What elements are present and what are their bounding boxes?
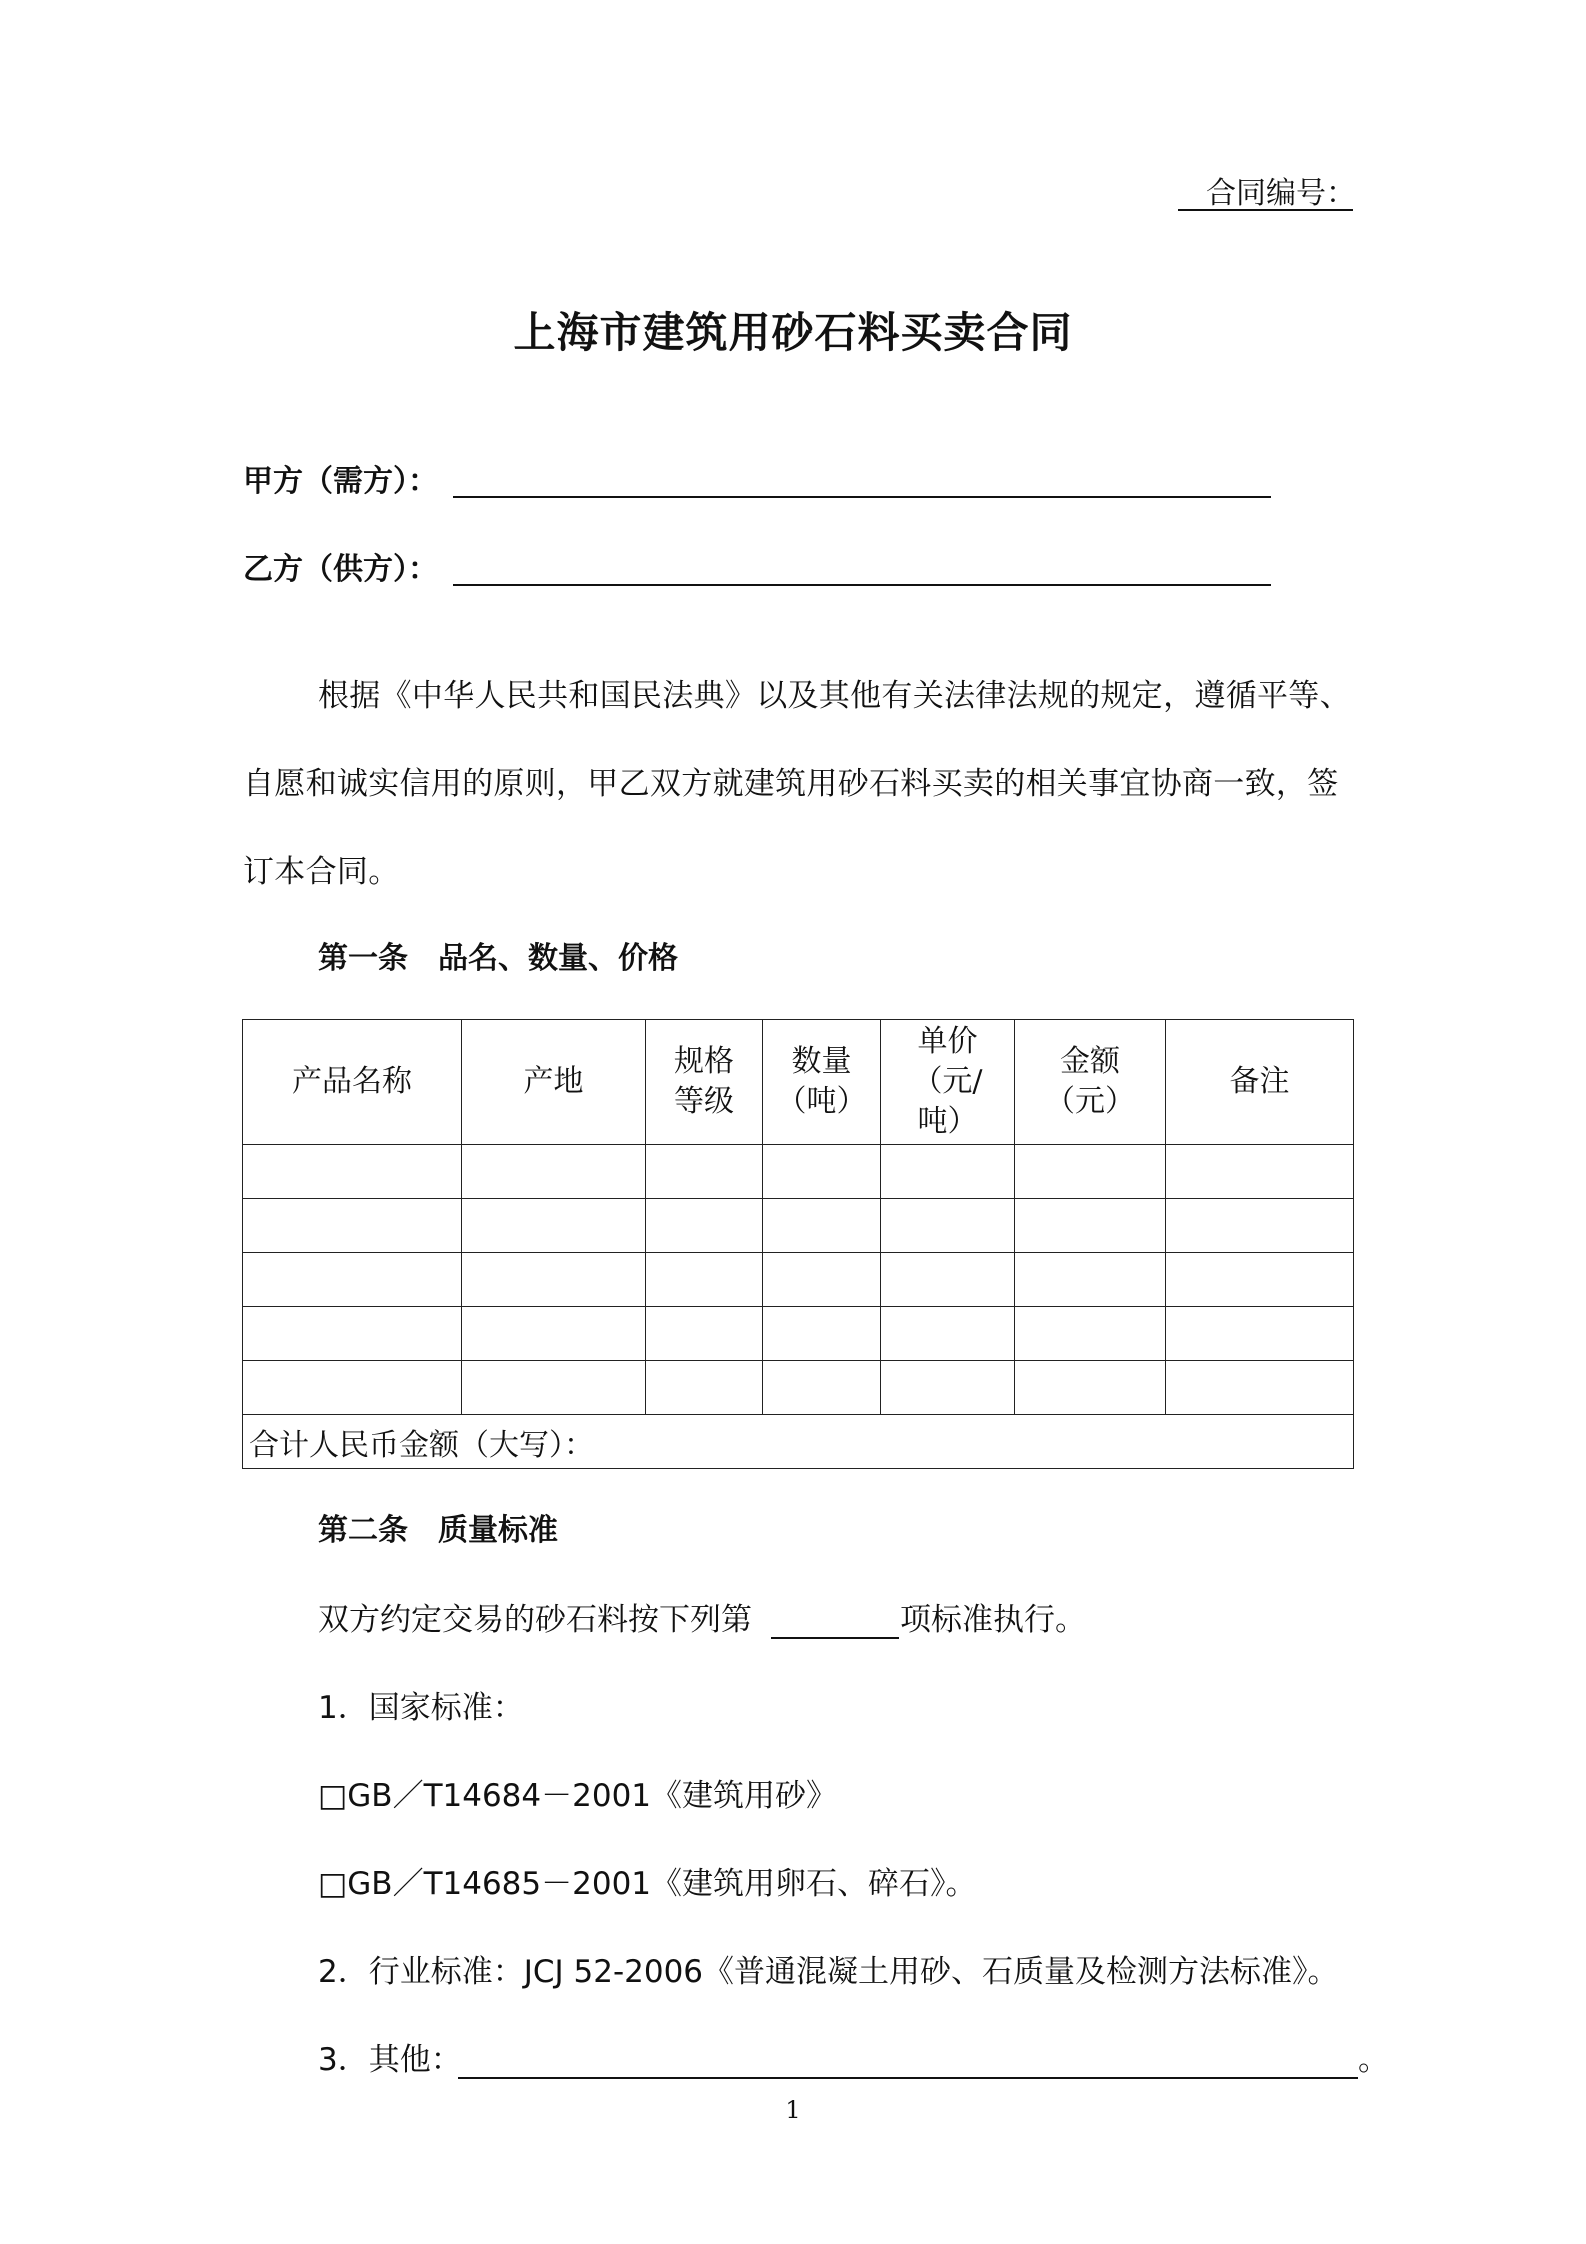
document-title: 上海市建筑用砂石料买卖合同	[513, 308, 1073, 357]
article-2-title: 第二条 质量标准	[318, 1513, 558, 1548]
header-unit-price: 单价 （元/ 吨）	[881, 1020, 1015, 1145]
table-cell[interactable]	[1015, 1199, 1166, 1253]
table-cell[interactable]	[462, 1145, 646, 1199]
header-amount: 金额 （元）	[1015, 1020, 1166, 1145]
standard-choice-suffix: 项标准执行。	[900, 1602, 1086, 1638]
table-cell[interactable]	[646, 1253, 763, 1307]
header-product-name: 产品名称	[243, 1020, 462, 1145]
table-total-row	[243, 1415, 1354, 1469]
table-cell[interactable]	[243, 1307, 462, 1361]
contract-number-blank[interactable]	[1178, 209, 1353, 211]
industry-standard: 2．行业标准：JCJ 52-2006《普通混凝土用砂、石质量及检测方法标准》。	[318, 1954, 1339, 1990]
table-cell[interactable]	[1166, 1253, 1354, 1307]
header-quantity: 数量 （吨）	[763, 1020, 881, 1145]
standard-choice-blank[interactable]	[771, 1637, 899, 1639]
table-cell[interactable]	[1166, 1199, 1354, 1253]
table-cell[interactable]	[1015, 1145, 1166, 1199]
table-cell[interactable]	[881, 1199, 1015, 1253]
other-standard-label: 3．其他：	[318, 2042, 462, 2078]
table-row	[243, 1253, 1354, 1307]
party-a-blank[interactable]	[453, 496, 1271, 498]
table-cell[interactable]	[1015, 1307, 1166, 1361]
total-amount-cell[interactable]	[243, 1415, 1354, 1469]
table-cell[interactable]	[646, 1307, 763, 1361]
header-origin: 产地	[462, 1020, 646, 1145]
table-cell[interactable]	[763, 1253, 881, 1307]
table-cell[interactable]	[462, 1253, 646, 1307]
table-cell[interactable]	[243, 1253, 462, 1307]
table-cell[interactable]	[881, 1253, 1015, 1307]
table-cell[interactable]	[243, 1199, 462, 1253]
table-cell[interactable]	[1015, 1361, 1166, 1415]
table-cell[interactable]	[243, 1361, 462, 1415]
table-row	[243, 1145, 1354, 1199]
table-row	[243, 1199, 1354, 1253]
standard-choice-prefix: 双方约定交易的砂石料按下列第	[318, 1602, 752, 1638]
table-cell[interactable]	[646, 1145, 763, 1199]
page-number: 1	[785, 2096, 801, 2124]
party-b-label: 乙方（供方）：	[243, 552, 438, 587]
table-cell[interactable]	[1166, 1145, 1354, 1199]
table-cell[interactable]	[1166, 1307, 1354, 1361]
total-amount-label: 合计人民币金额（大写）：	[249, 1427, 594, 1463]
national-standard-label: 1．国家标准：	[318, 1690, 524, 1726]
table-cell[interactable]	[763, 1145, 881, 1199]
table-row	[243, 1361, 1354, 1415]
table-row	[243, 1307, 1354, 1361]
table-cell[interactable]	[462, 1307, 646, 1361]
product-table	[242, 1019, 1354, 1469]
party-a-label: 甲方（需方）：	[243, 464, 438, 499]
gb-gravel-option[interactable]: □GB／T14685－2001《建筑用卵石、碎石》。	[318, 1866, 977, 1902]
table-cell[interactable]	[462, 1199, 646, 1253]
table-cell[interactable]	[763, 1361, 881, 1415]
contract-number-label: 合同编号：	[1206, 176, 1356, 211]
table-cell[interactable]	[881, 1145, 1015, 1199]
table-cell[interactable]	[763, 1199, 881, 1253]
table-cell[interactable]	[1166, 1361, 1354, 1415]
intro-line-3: 订本合同。	[243, 854, 400, 890]
intro-line-1: 根据《中华人民共和国民法典》以及其他有关法律法规的规定，遵循平等、	[318, 678, 1351, 714]
table-cell[interactable]	[462, 1361, 646, 1415]
table-cell[interactable]	[243, 1145, 462, 1199]
header-spec-grade: 规格 等级	[646, 1020, 763, 1145]
table-cell[interactable]	[763, 1307, 881, 1361]
gb-sand-option[interactable]: □GB／T14684－2001《建筑用砂》	[318, 1778, 838, 1814]
other-standard-blank[interactable]	[458, 2077, 1358, 2079]
other-standard-period: 。	[1358, 2042, 1389, 2078]
intro-line-2: 自愿和诚实信用的原则，甲乙双方就建筑用砂石料买卖的相关事宜协商一致，签	[243, 766, 1339, 802]
table-header-row	[243, 1020, 1354, 1145]
header-remarks: 备注	[1166, 1020, 1354, 1145]
party-b-blank[interactable]	[453, 584, 1271, 586]
table-cell[interactable]	[646, 1361, 763, 1415]
table-cell[interactable]	[646, 1199, 763, 1253]
table-cell[interactable]	[1015, 1253, 1166, 1307]
table-cell[interactable]	[881, 1361, 1015, 1415]
article-1-title: 第一条 品名、数量、价格	[318, 941, 678, 976]
table-cell[interactable]	[881, 1307, 1015, 1361]
